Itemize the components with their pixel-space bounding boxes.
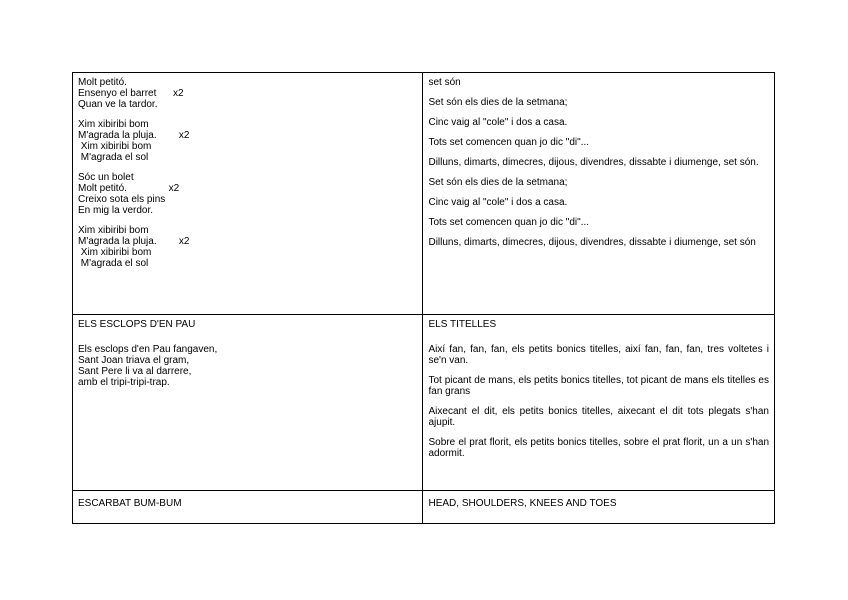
lyric-paragraph: Cinc vaig al "cole" i dos a casa. [428,117,568,128]
stanza-gap [78,110,417,119]
lyric-paragraph: Així fan, fan, fan, els petits bonics titelles, així fan, fan, fan, tres voltetes i se'n van. [428,344,769,366]
lyric-line: Xim xibiribi bom [78,119,149,130]
lyric-line: Quan ve la tardor. [78,99,158,110]
esclops-song-cell [73,315,423,491]
lyric-paragraph: Cinc vaig al "cole" i dos a casa. [428,197,568,208]
table-row [73,491,775,524]
lyric-paragraph: Set són els dies de la setmana; [428,97,568,108]
lyric-line: Sant Joan triava el gram, [78,355,190,366]
table-row [73,315,775,491]
lyric-line: amb el tripi-tripi-trap. [78,377,170,388]
lyric-line: Xim xibiribi bom [78,247,152,258]
lyric-paragraph: Dilluns, dimarts, dimecres, dijous, divendres, dissabte i diumenge, set són. [428,157,759,168]
lyric-paragraph: Aixecant el dit, els petits bonics titelles, aixecant el dit tots plegats s'han ajupit. [428,406,769,428]
set-son-song-cell [423,73,775,315]
lyric-line: Ensenyo el barret x2 [78,88,184,99]
song-title: ESCARBAT BUM-BUM [78,498,182,509]
lyric-line: M'agrada la pluja. x2 [78,130,190,141]
lyric-paragraph: Tots set comencen quan jo dic "di"... [428,217,590,228]
titelles-song-cell [423,315,775,491]
lyric-line: Sóc un bolet [78,172,134,183]
lyric-line: Molt petitó. [78,77,127,88]
lyric-paragraph: Set són els dies de la setmana; [428,177,568,188]
song-title: ELS TITELLES [428,319,497,330]
head-shoulders-song-cell [423,491,775,524]
song-title: HEAD, SHOULDERS, KNEES AND TOES [428,498,617,509]
lyric-line: M'agrada el sol [78,258,149,269]
bolet-song-cell [73,73,423,315]
lyric-paragraph: Sobre el prat florit, els petits bonics titelles, sobre el prat florit, un a un s'han adormit. [428,437,769,459]
escarbat-song-cell [73,491,423,524]
lyric-line: M'agrada la pluja. x2 [78,236,190,247]
lyric-line: M'agrada el sol [78,152,149,163]
lyric-line: En mig la verdor. [78,205,154,216]
lyric-line: Sant Pere li va al darrere, [78,366,192,377]
lyric-line: Xim xibiribi bom [78,141,152,152]
lyric-line: Xim xibiribi bom [78,225,149,236]
song-title: ELS ESCLOPS D'EN PAU [78,319,196,330]
stanza-gap [78,216,417,225]
lyric-line: Molt petitó. x2 [78,183,180,194]
stanza-gap [78,163,417,172]
table-row [73,73,775,315]
lyric-line: Creixo sota els pins [78,194,166,205]
lyric-paragraph: Tot picant de mans, els petits bonics titelles, tot picant de mans els titelles es fan grans [428,375,769,397]
lyric-paragraph: set són [428,77,461,88]
lyric-paragraph: Tots set comencen quan jo dic "di"... [428,137,590,148]
lyric-line: Els esclops d'en Pau fangaven, [78,344,218,355]
lyric-paragraph: Dilluns, dimarts, dimecres, dijous, divendres, dissabte i diumenge, set són [428,237,756,248]
songs-table [72,72,775,524]
